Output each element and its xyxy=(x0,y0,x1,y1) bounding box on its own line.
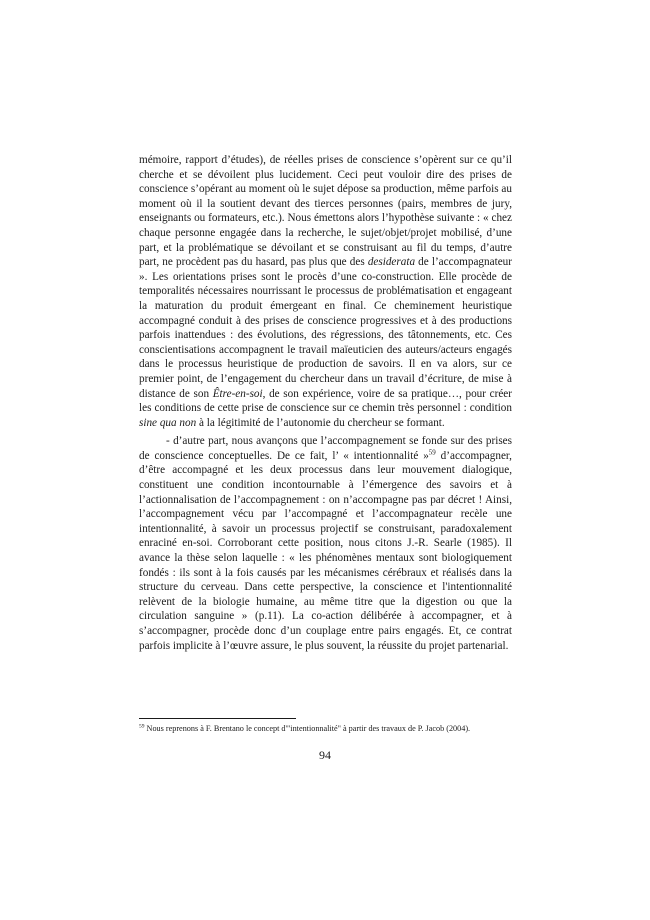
body-text xyxy=(139,153,512,653)
footnote-reference: 59 xyxy=(428,448,436,457)
page-number: 94 xyxy=(319,748,331,762)
footnote-number: 59 xyxy=(139,723,145,730)
paragraph-2 xyxy=(139,434,512,653)
text-run: , de son expérience, voire de sa pratique…, pour créer les conditions de cette prise de conscience sur ce chemin très personnel : condition xyxy=(139,387,512,415)
text-run: - d’autre part, nous avançons que l’accompagnement se fonde sur des prises de conscience conceptuelles. De ce fait, l’ « intentionnalité » xyxy=(139,435,512,462)
text-run: à la légitimité de l’autonomie du chercheur se formant. xyxy=(196,416,445,429)
italic-term: sine qua non xyxy=(139,416,197,429)
text-run: mémoire, rapport d’études), de réelles prises de conscience s’opèrent sur ce qu’il cherche et se dévoilent plus lucidement. Ceci peut vouloir dire des prises de conscience s’opérant au moment où le sujet dépose sa production, même parfois au moment où il la soutient devant des tierces personnes (pairs, membres de jury, enseignants ou formateurs, etc.). Nous émettons alors l’hypothèse suivante : « chez chaque personne engagée dans la recherche, le sujet/objet/projet mobilisé, d’une part, et la problématique se dévoilant et se construisant au fil du temps, d’autre part, ne procèdent pas du hasard, pas plus que des xyxy=(139,154,512,269)
text-run: de l’accompagnateur ». Les orientations prises sont le procès d’une co-construction. Elle procède de temporalités nécessaires nourrissant le processus de problématisation et engageant la maturation du produit émergeant en final. Ce cheminement heuristique accompagné conduit à des prises de conscience progressives et à des productions parfois inattendues : des évolutions, des régressions, des tâtonnements, etc. Ces conscientisations accompagnent le travail maïeuticien des auteurs/acteurs engagés dans le processus heuristique de production de savoirs. Il en va alors, sur ce premier point, de l’engagement du chercheur dans un travail d’écriture, de mise à distance de son xyxy=(139,256,512,400)
footnote xyxy=(139,723,512,734)
italic-term: desiderata xyxy=(367,256,416,269)
paragraph-1 xyxy=(139,153,512,430)
italic-term: Être-en-soi xyxy=(212,387,263,400)
footnote-text: Nous reprenons à F. Brentano le concept d'"intentionnalité" à partir des travaux de P. Jacob (2004). xyxy=(144,724,471,733)
text-run: d’accompagner, d’être accompagné et les deux processus dans leur mouvement dialogique, constituent une condition incontournable à l’émergence des savoirs et à l’actionnalisation de l’accompagnement : on n’accompagne pas par décret ! Ainsi, l’accompagnement vécu par l’accompagné et l’accompagnateur recèle une intentionnalité, à savoir un processus projectif se construisant, paradoxalement enraciné en-soi. Corroborant cette position, nous citons J.-R. Searle (1985). Il avance la thèse selon laquelle : « les phénomènes mentaux sont biologiquement fondés : ils sont à la fois causés par les mécanismes cérébraux et réalisés dans la structure du cerveau. Dans cette perspective, la conscience et l'intentionnalité relèvent de la biologie humaine, au même titre que la digestion ou que la circulation sanguine » (p.11). La co-action délibérée à accompagner, et à s’accompagner, procède donc d’un couplage entre pairs engagés. Et, ce contrat parfois implicite à l’œuvre assure, le plus souvent, la réussite du projet partenarial. xyxy=(139,449,512,652)
footnote-separator xyxy=(139,718,296,719)
